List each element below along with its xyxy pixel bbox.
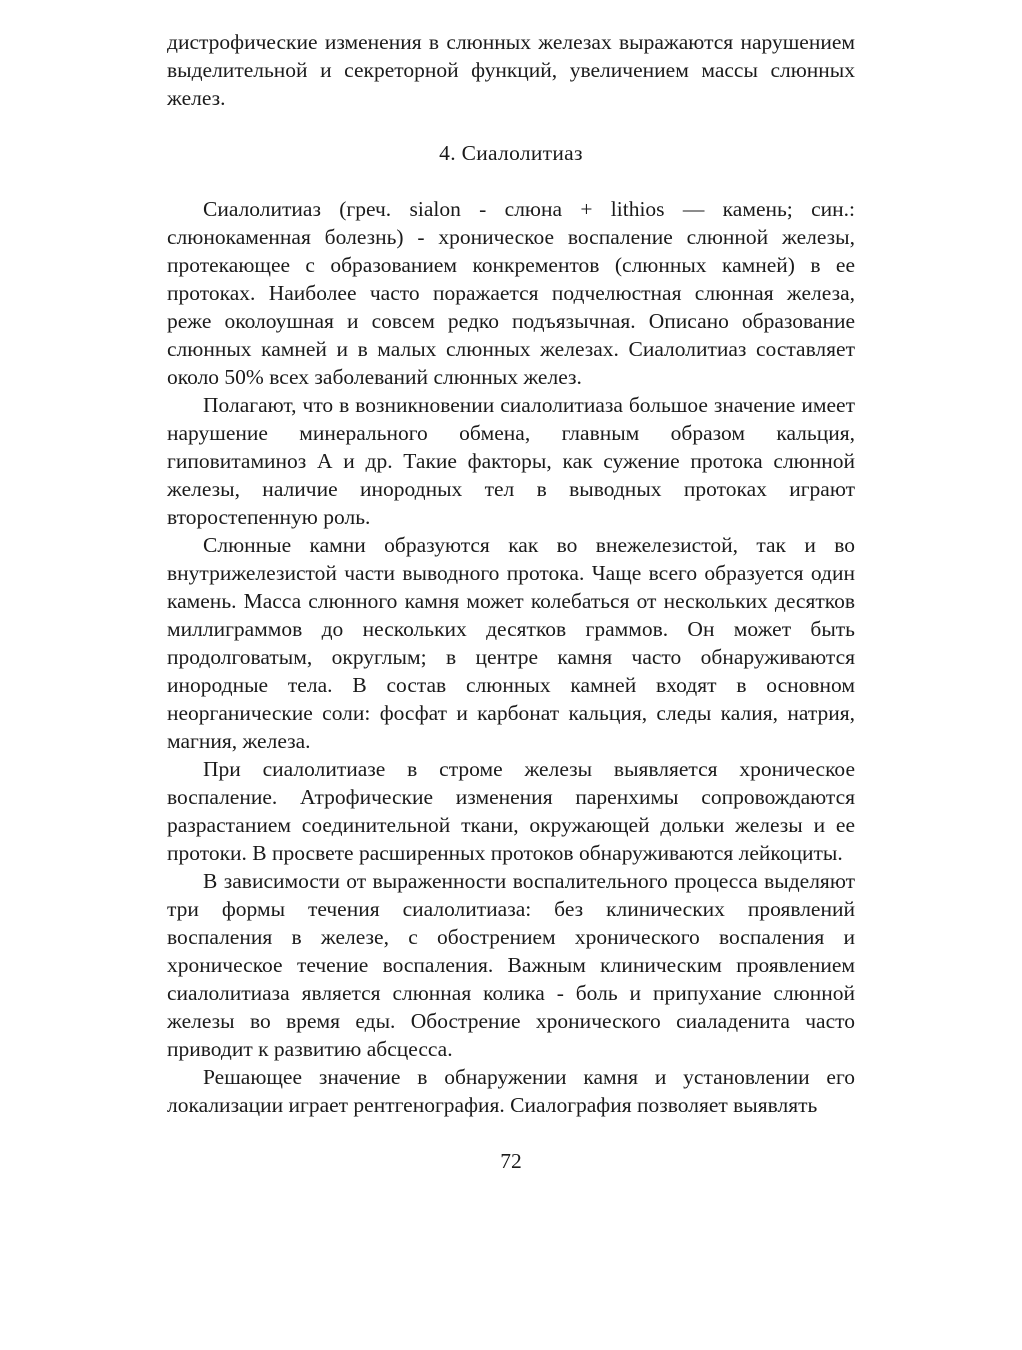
- paragraph-causes: Полагают, что в возникновении сиалолитиаза большое значение имеет нарушение минерального обмена, главным образом кальция, гиповитаминоз А и др. Такие факторы, как сужение протока слюнной железы, наличие инородных тел в выводных протоках играют второстепенную роль.: [167, 393, 855, 529]
- intro-paragraph: дистрофические изменения в слюнных железах выражаются нарушением выделительной и секреторной функций, увеличением массы слюнных желез.: [167, 30, 855, 110]
- paragraph-diagnosis: Решающее значение в обнаружении камня и установлении его локализации играет рентгенография. Сиалография позволяет выявлять: [167, 1065, 855, 1117]
- page-number: 72: [500, 1149, 522, 1173]
- section-heading: 4. Сиалолитиаз: [439, 141, 583, 165]
- page-text: [167, 28, 855, 1119]
- paragraph-inflammation: При сиалолитиазе в строме железы выявляется хроническое воспаление. Атрофические изменения паренхимы сопровождаются разрастанием соединительной ткани, окружающей дольки железы и ее протоки. В просвете расширенных протоков обнаруживаются лейкоциты.: [167, 757, 855, 865]
- paragraph-forms: В зависимости от выраженности воспалительного процесса выделяют три формы течения сиалолитиаза: без клинических проявлений воспаления в железе, с обострением хронического воспаления и хроническое течение воспаления. Важным клиническим проявлением сиалолитиаза является слюнная колика - боль и припухание слюнной железы во время еды. Обострение хронического сиаладенита часто приводит к развитию абсцесса.: [167, 869, 855, 1061]
- paragraph-stones: Слюнные камни образуются как во внежелезистой, так и во внутрижелезистой части выводного протока. Чаще всего образуется один камень. Масса слюнного камня может колебаться от нескольких десятков миллиграммов до нескольких десятков граммов. Он может быть продолговатым, округлым; в центре камня часто обнаруживаются инородные тела. В состав слюнных камней входят в основном неорганические соли: фосфат и карбонат кальция, следы калия, натрия, магния, железа.: [167, 533, 855, 753]
- paragraph-definition: Сиалолитиаз (греч. sialon - слюна + lithios — камень; син.: слюнокаменная болезнь) - хроническое воспаление слюнной железы, протекающее с образованием конкрементов (слюнных камней) в ее протоках. Наиболее часто поражается подчелюстная слюнная железа, реже околоушная и совсем редко подъязычная. Описано образование слюнных камней и в малых слюнных железах. Сиалолитиаз составляет около 50% всех заболеваний слюнных желез.: [167, 197, 855, 389]
